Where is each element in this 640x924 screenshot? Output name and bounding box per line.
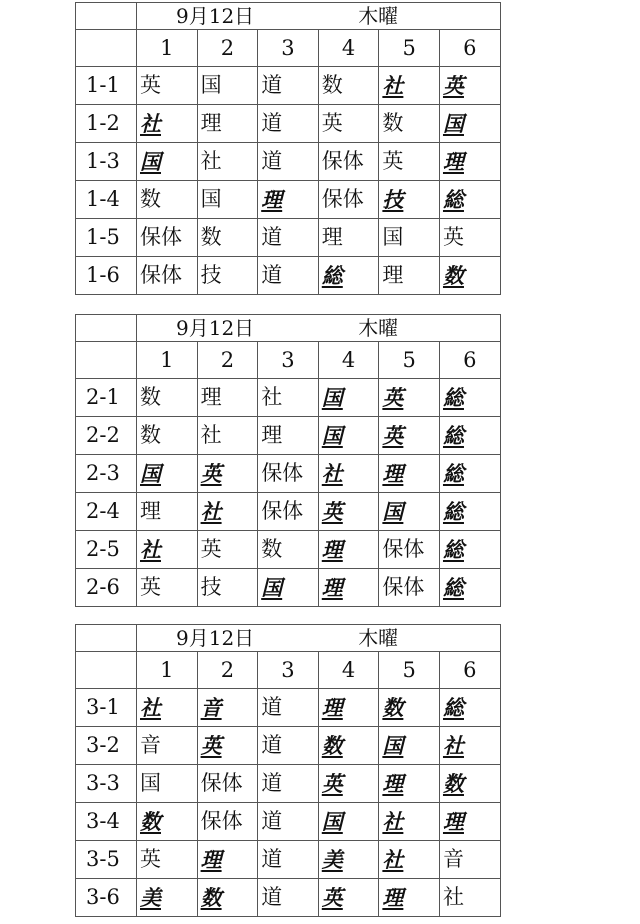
blank-header-cell xyxy=(76,342,137,379)
class-label: 3-3 xyxy=(76,765,137,803)
subject-cell xyxy=(258,379,319,417)
subject-changed: 理 xyxy=(442,808,464,834)
class-label: 2-6 xyxy=(76,569,137,607)
subject: 道 xyxy=(261,809,283,833)
blank-header-cell xyxy=(76,30,137,67)
subject: 国 xyxy=(382,225,404,249)
subject-changed: 社 xyxy=(442,732,464,758)
subject-cell xyxy=(379,727,440,765)
weekday-label: 木曜 xyxy=(358,316,399,340)
subject: 道 xyxy=(261,733,283,757)
subject-cell xyxy=(137,219,198,257)
subject-changed: 国 xyxy=(321,808,343,834)
subject: 保体 xyxy=(321,149,364,173)
subject-changed: 英 xyxy=(382,422,404,448)
subject: 技 xyxy=(200,575,222,599)
subject-cell xyxy=(258,841,319,879)
subject-cell xyxy=(318,689,379,727)
subject-changed: 社 xyxy=(140,694,161,720)
subject: 理 xyxy=(200,385,222,409)
subject-cell xyxy=(197,879,258,917)
subject-cell xyxy=(439,727,500,765)
subject-cell xyxy=(197,803,258,841)
class-row xyxy=(76,879,501,917)
subject-cell xyxy=(258,765,319,803)
period-header: 5 xyxy=(379,342,440,379)
class-row xyxy=(76,143,501,181)
subject-cell xyxy=(137,493,198,531)
subject: 保体 xyxy=(200,771,243,795)
subject-cell xyxy=(137,531,198,569)
subject-cell xyxy=(379,879,440,917)
period-header-row xyxy=(76,342,501,379)
subject: 道 xyxy=(261,885,283,909)
subject-changed: 英 xyxy=(321,884,343,910)
subject-cell xyxy=(318,727,379,765)
subject-cell xyxy=(379,143,440,181)
timetable-grade-2 xyxy=(75,314,501,607)
subject-cell xyxy=(258,219,319,257)
period-header: 2 xyxy=(197,30,258,67)
period-header: 1 xyxy=(137,652,198,689)
subject-cell xyxy=(197,531,258,569)
subject-cell xyxy=(439,455,500,493)
subject-changed: 国 xyxy=(382,732,404,758)
class-row xyxy=(76,67,501,105)
subject-cell xyxy=(439,803,500,841)
subject-cell xyxy=(379,569,440,607)
subject-cell xyxy=(258,105,319,143)
subject-changed: 理 xyxy=(442,148,464,174)
timetable-grade-1 xyxy=(75,2,501,295)
subject-cell xyxy=(379,181,440,219)
subject-cell xyxy=(318,803,379,841)
subject-cell xyxy=(439,417,500,455)
subject-cell xyxy=(258,67,319,105)
subject-cell xyxy=(379,531,440,569)
period-header: 2 xyxy=(197,342,258,379)
subject-cell xyxy=(137,765,198,803)
subject: 数 xyxy=(140,187,161,211)
subject-cell xyxy=(379,455,440,493)
subject-cell xyxy=(137,455,198,493)
subject-cell xyxy=(197,105,258,143)
period-header: 1 xyxy=(137,30,198,67)
subject-changed: 英 xyxy=(321,770,343,796)
subject-cell xyxy=(197,181,258,219)
subject: 保体 xyxy=(382,575,425,599)
subject: 英 xyxy=(321,111,343,135)
class-label: 1-5 xyxy=(76,219,137,257)
period-header: 3 xyxy=(258,342,319,379)
subject: 技 xyxy=(200,263,222,287)
period-header: 4 xyxy=(318,342,379,379)
subject: 保体 xyxy=(140,263,182,287)
subject-cell xyxy=(318,181,379,219)
title-cell xyxy=(137,625,501,652)
subject-cell xyxy=(137,727,198,765)
subject-cell xyxy=(137,67,198,105)
subject: 道 xyxy=(261,695,283,719)
subject-cell xyxy=(318,531,379,569)
subject-changed: 数 xyxy=(382,694,404,720)
subject-cell xyxy=(439,143,500,181)
subject-cell xyxy=(137,803,198,841)
subject-changed: 理 xyxy=(382,460,404,486)
subject-cell xyxy=(439,257,500,295)
period-header: 6 xyxy=(439,342,500,379)
subject-cell xyxy=(318,765,379,803)
subject-cell xyxy=(318,257,379,295)
subject-cell xyxy=(258,455,319,493)
subject: 数 xyxy=(261,537,283,561)
subject: 道 xyxy=(261,149,283,173)
subject-cell xyxy=(439,105,500,143)
subject-cell xyxy=(197,493,258,531)
subject-cell xyxy=(318,417,379,455)
subject-changed: 音 xyxy=(200,694,222,720)
subject-cell xyxy=(439,841,500,879)
timetable-grade-3 xyxy=(75,624,501,917)
subject-changed: 英 xyxy=(200,732,222,758)
subject-cell xyxy=(197,689,258,727)
subject: 理 xyxy=(200,111,222,135)
class-row xyxy=(76,689,501,727)
corner-cell xyxy=(76,315,137,342)
subject: 音 xyxy=(140,733,161,757)
subject: 数 xyxy=(140,385,161,409)
subject-cell xyxy=(379,689,440,727)
class-label: 2-5 xyxy=(76,531,137,569)
subject-cell xyxy=(379,257,440,295)
subject-cell xyxy=(258,257,319,295)
subject-cell xyxy=(197,841,258,879)
subject-changed: 国 xyxy=(261,574,283,600)
subject: 英 xyxy=(140,575,161,599)
subject-changed: 社 xyxy=(321,460,343,486)
class-label: 3-6 xyxy=(76,879,137,917)
subject-changed: 総 xyxy=(442,460,464,486)
weekday-label: 木曜 xyxy=(358,4,399,28)
subject: 音 xyxy=(442,847,464,871)
corner-cell xyxy=(76,625,137,652)
period-header: 3 xyxy=(258,30,319,67)
subject-cell xyxy=(439,219,500,257)
subject-cell xyxy=(379,105,440,143)
subject: 道 xyxy=(261,263,283,287)
subject-changed: 理 xyxy=(321,694,343,720)
subject-cell xyxy=(439,493,500,531)
subject: 社 xyxy=(261,385,283,409)
class-row xyxy=(76,841,501,879)
subject: 道 xyxy=(261,225,283,249)
subject-cell xyxy=(137,105,198,143)
subject-changed: 国 xyxy=(442,110,464,136)
subject-cell xyxy=(197,727,258,765)
subject: 社 xyxy=(442,885,464,909)
subject: 理 xyxy=(140,499,161,523)
subject-cell xyxy=(439,569,500,607)
title-row xyxy=(76,315,501,342)
subject-cell xyxy=(439,879,500,917)
period-header: 5 xyxy=(379,30,440,67)
class-label: 2-4 xyxy=(76,493,137,531)
subject-cell xyxy=(439,689,500,727)
class-label: 2-3 xyxy=(76,455,137,493)
subject-cell xyxy=(439,67,500,105)
subject-cell xyxy=(439,531,500,569)
subject-changed: 国 xyxy=(140,460,161,486)
subject-changed: 技 xyxy=(382,186,404,212)
period-header-row xyxy=(76,30,501,67)
subject-cell xyxy=(379,67,440,105)
subject-changed: 理 xyxy=(382,884,404,910)
subject-cell xyxy=(318,67,379,105)
weekday-label: 木曜 xyxy=(358,626,399,650)
class-label: 3-2 xyxy=(76,727,137,765)
class-label: 3-1 xyxy=(76,689,137,727)
class-label: 1-3 xyxy=(76,143,137,181)
subject-cell xyxy=(258,531,319,569)
subject-cell xyxy=(197,219,258,257)
subject-changed: 社 xyxy=(382,808,404,834)
subject-cell xyxy=(318,879,379,917)
class-label: 2-2 xyxy=(76,417,137,455)
subject-changed: 英 xyxy=(382,384,404,410)
subject: 保体 xyxy=(261,499,304,523)
subject: 保体 xyxy=(200,809,243,833)
subject-changed: 美 xyxy=(321,846,343,872)
subject-cell xyxy=(197,569,258,607)
subject-cell xyxy=(258,143,319,181)
period-header: 4 xyxy=(318,30,379,67)
subject: 数 xyxy=(140,423,161,447)
subject: 英 xyxy=(442,225,464,249)
subject: 国 xyxy=(200,73,222,97)
subject-cell xyxy=(197,257,258,295)
class-label: 1-6 xyxy=(76,257,137,295)
period-header: 6 xyxy=(439,652,500,689)
subject-changed: 数 xyxy=(321,732,343,758)
subject-cell xyxy=(318,219,379,257)
subject-cell xyxy=(379,803,440,841)
subject: 道 xyxy=(261,73,283,97)
subject-changed: 総 xyxy=(442,574,464,600)
subject: 英 xyxy=(382,149,404,173)
subject-changed: 社 xyxy=(140,536,161,562)
subject-cell xyxy=(197,417,258,455)
subject-changed: 数 xyxy=(442,262,464,288)
class-row xyxy=(76,765,501,803)
subject-changed: 社 xyxy=(140,110,161,136)
period-header: 3 xyxy=(258,652,319,689)
subject-cell xyxy=(439,379,500,417)
subject-cell xyxy=(379,219,440,257)
subject-changed: 総 xyxy=(442,186,464,212)
subject-cell xyxy=(318,841,379,879)
period-header: 4 xyxy=(318,652,379,689)
subject-changed: 英 xyxy=(442,72,464,98)
subject-cell xyxy=(137,689,198,727)
subject-cell xyxy=(137,569,198,607)
title-cell xyxy=(137,315,501,342)
subject: 保体 xyxy=(140,225,182,249)
subject-cell xyxy=(197,765,258,803)
class-row xyxy=(76,531,501,569)
subject-cell xyxy=(137,417,198,455)
subject-changed: 総 xyxy=(442,498,464,524)
subject-cell xyxy=(258,181,319,219)
subject-cell xyxy=(258,569,319,607)
class-row xyxy=(76,105,501,143)
subject-cell xyxy=(137,181,198,219)
class-label: 3-4 xyxy=(76,803,137,841)
subject-changed: 理 xyxy=(200,846,222,872)
title-cell xyxy=(137,3,501,30)
class-row xyxy=(76,181,501,219)
subject-cell xyxy=(318,143,379,181)
subject: 保体 xyxy=(321,187,364,211)
class-row xyxy=(76,219,501,257)
date-label: 9月12日 xyxy=(176,316,255,340)
subject-cell xyxy=(258,803,319,841)
corner-cell xyxy=(76,3,137,30)
period-header: 2 xyxy=(197,652,258,689)
subject: 社 xyxy=(200,149,222,173)
subject-changed: 総 xyxy=(442,384,464,410)
subject: 国 xyxy=(140,771,161,795)
subject-cell xyxy=(137,143,198,181)
subject: 道 xyxy=(261,771,283,795)
subject: 数 xyxy=(382,111,404,135)
subject: 保体 xyxy=(382,537,425,561)
class-label: 1-4 xyxy=(76,181,137,219)
period-header: 5 xyxy=(379,652,440,689)
subject-changed: 国 xyxy=(321,422,343,448)
class-row xyxy=(76,727,501,765)
subject-cell xyxy=(318,493,379,531)
period-header: 6 xyxy=(439,30,500,67)
subject-cell xyxy=(137,841,198,879)
subject-changed: 総 xyxy=(442,694,464,720)
subject-changed: 社 xyxy=(200,498,222,524)
subject-cell xyxy=(318,379,379,417)
subject-cell xyxy=(197,379,258,417)
subject-cell xyxy=(439,181,500,219)
subject: 道 xyxy=(261,111,283,135)
subject-changed: 英 xyxy=(321,498,343,524)
subject-changed: 総 xyxy=(321,262,343,288)
class-row xyxy=(76,455,501,493)
subject-changed: 国 xyxy=(140,148,161,174)
subject: 理 xyxy=(321,225,343,249)
subject-cell xyxy=(258,493,319,531)
date-label: 9月12日 xyxy=(176,4,255,28)
subject-cell xyxy=(258,727,319,765)
class-label: 1-2 xyxy=(76,105,137,143)
subject-cell xyxy=(258,417,319,455)
subject-changed: 理 xyxy=(321,536,343,562)
subject-changed: 総 xyxy=(442,422,464,448)
subject-changed: 理 xyxy=(382,770,404,796)
class-row xyxy=(76,379,501,417)
subject: 社 xyxy=(200,423,222,447)
subject-cell xyxy=(318,105,379,143)
title-row xyxy=(76,3,501,30)
class-label: 1-1 xyxy=(76,67,137,105)
subject-changed: 国 xyxy=(382,498,404,524)
class-row xyxy=(76,569,501,607)
subject-changed: 社 xyxy=(382,72,404,98)
subject: 英 xyxy=(140,73,161,97)
class-label: 2-1 xyxy=(76,379,137,417)
class-row xyxy=(76,493,501,531)
subject-cell xyxy=(318,569,379,607)
subject-changed: 美 xyxy=(140,884,161,910)
class-row xyxy=(76,257,501,295)
date-label: 9月12日 xyxy=(176,626,255,650)
subject-cell xyxy=(137,879,198,917)
subject: 道 xyxy=(261,847,283,871)
subject-cell xyxy=(379,493,440,531)
subject-changed: 総 xyxy=(442,536,464,562)
subject-cell xyxy=(137,257,198,295)
subject-cell xyxy=(379,417,440,455)
title-row xyxy=(76,625,501,652)
class-label: 3-5 xyxy=(76,841,137,879)
subject-cell xyxy=(379,379,440,417)
subject-cell xyxy=(258,689,319,727)
blank-header-cell xyxy=(76,652,137,689)
subject-cell xyxy=(258,879,319,917)
subject-changed: 英 xyxy=(200,460,222,486)
subject-cell xyxy=(318,455,379,493)
subject-cell xyxy=(439,765,500,803)
subject-changed: 社 xyxy=(382,846,404,872)
subject-changed: 数 xyxy=(140,808,161,834)
subject: 理 xyxy=(382,263,404,287)
period-header-row xyxy=(76,652,501,689)
subject: 保体 xyxy=(261,461,304,485)
class-row xyxy=(76,803,501,841)
subject: 英 xyxy=(200,537,222,561)
subject: 英 xyxy=(140,847,161,871)
subject-cell xyxy=(197,143,258,181)
subject-changed: 数 xyxy=(442,770,464,796)
subject: 理 xyxy=(261,423,283,447)
subject-cell xyxy=(197,455,258,493)
subject: 数 xyxy=(200,225,222,249)
subject-cell xyxy=(137,379,198,417)
subject-changed: 国 xyxy=(321,384,343,410)
subject-cell xyxy=(197,67,258,105)
subject-changed: 数 xyxy=(200,884,222,910)
period-header: 1 xyxy=(137,342,198,379)
class-row xyxy=(76,417,501,455)
subject-changed: 理 xyxy=(321,574,343,600)
subject: 国 xyxy=(200,187,222,211)
subject: 数 xyxy=(321,73,343,97)
subject-cell xyxy=(379,765,440,803)
subject-cell xyxy=(379,841,440,879)
subject-changed: 理 xyxy=(261,186,283,212)
